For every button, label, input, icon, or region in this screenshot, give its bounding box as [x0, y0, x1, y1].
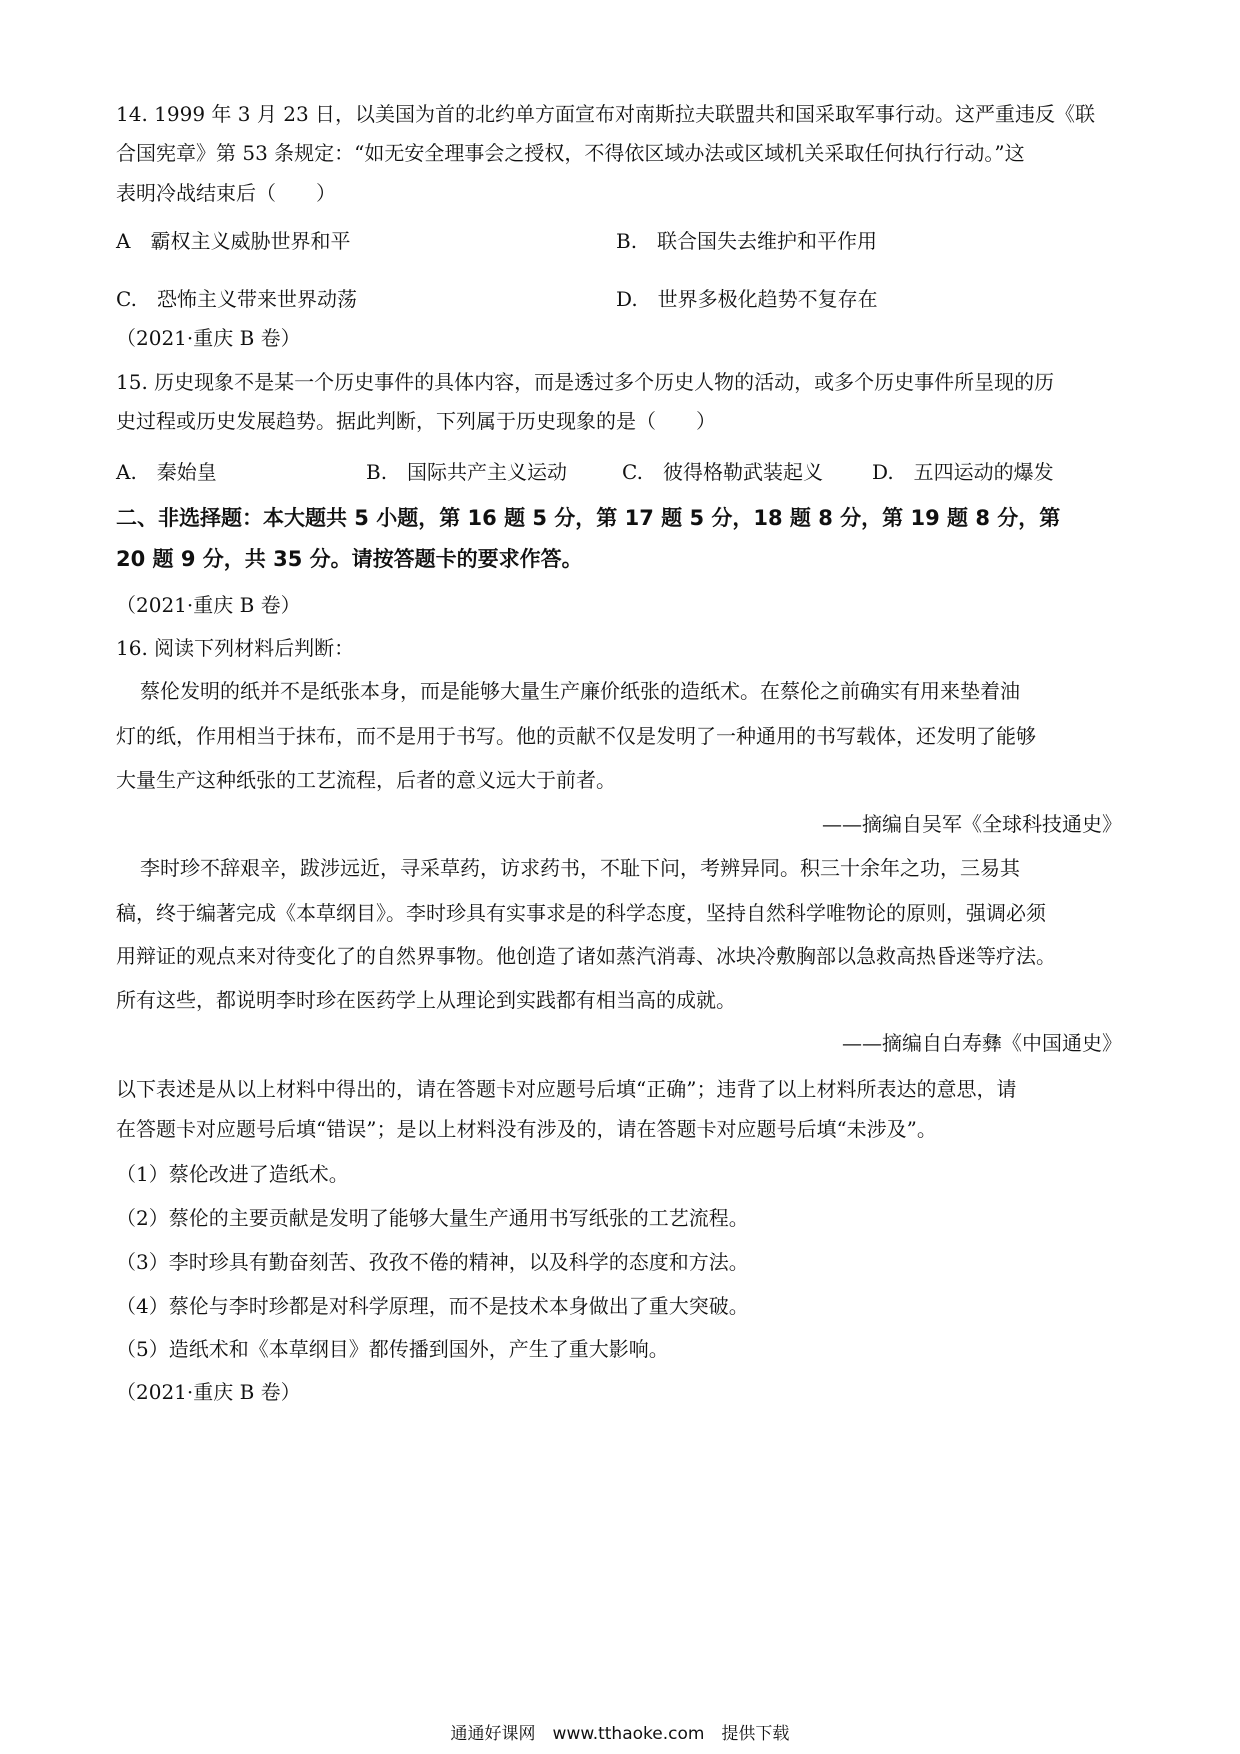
q16-source: （2021·重庆 B 卷） — [116, 593, 301, 617]
material-1-line-1: 蔡伦发明的纸并不是纸张本身，而是能够大量生产廉价纸张的造纸术。在蔡伦之前确实有用来垫着油 — [140, 679, 1020, 703]
q16-intro: 16. 阅读下列材料后判断： — [116, 636, 355, 660]
instruction-line-2: 在答题卡对应题号后填“错误”；是以上材料没有涉及的，请在答题卡对应题号后填“未涉及”。 — [116, 1117, 937, 1141]
q14-stem-line-2: 合国宪章》第 53 条规定：“如无安全理事会之授权，不得依区域办法或区域机关采取任何执行行动。”这 — [116, 141, 1025, 165]
q14-option-a: A 霸权主义威胁世界和平 — [116, 229, 351, 253]
material-2-line-2: 稿，终于编著完成《本草纲目》。李时珍具有实事求是的科学态度，坚持自然科学唯物论的原则，强调必须 — [116, 901, 1046, 925]
material-2-line-3: 用辩证的观点来对待变化了的自然界事物。他创造了诸如蒸汽消毒、冰块冷敷胸部以急救高热昏迷等疗法。 — [116, 944, 1056, 968]
instruction-line-1: 以下表述是从以上材料中得出的，请在答题卡对应题号后填“正确”；违背了以上材料所表达的意思，请 — [116, 1077, 1017, 1101]
q14-stem-line-1: 14. 1999 年 3 月 23 日，以美国为首的北约单方面宣布对南斯拉夫联盟共和国采取军事行动。这严重违反《联 — [116, 102, 1096, 126]
statement-1: （1）蔡伦改进了造纸术。 — [116, 1162, 349, 1186]
section-2-heading-line-1: 二、非选择题：本大题共 5 小题，第 16 题 5 分，第 17 题 5 分，18 题 8 分，第 19 题 8 分，第 — [116, 506, 1061, 530]
section-2-heading-line-2: 20 题 9 分，共 35 分。请按答题卡的要求作答。 — [116, 547, 583, 571]
q14-option-c: C. 恐怖主义带来世界动荡 — [116, 287, 357, 311]
q15-option-a: A. 秦始皇 — [116, 460, 217, 484]
q15-stem-line-1: 15. 历史现象不是某一个历史事件的具体内容，而是透过多个历史人物的活动，或多个历史事件所呈现的历 — [116, 370, 1055, 394]
statement-2: （2）蔡伦的主要贡献是发明了能够大量生产通用书写纸张的工艺流程。 — [116, 1206, 749, 1230]
q14-option-b: B. 联合国失去维护和平作用 — [616, 229, 878, 253]
q15-stem-line-2: 史过程或历史发展趋势。据此判断，下列属于历史现象的是（ ） — [116, 409, 716, 433]
statement-3: （3）李时珍具有勤奋刻苦、孜孜不倦的精神，以及科学的态度和方法。 — [116, 1250, 749, 1274]
q17-source: （2021·重庆 B 卷） — [116, 1380, 301, 1404]
q14-option-d: D. 世界多极化趋势不复存在 — [616, 287, 878, 311]
q15-source: （2021·重庆 B 卷） — [116, 326, 301, 350]
material-1-line-2: 灯的纸，作用相当于抹布，而不是用于书写。他的贡献不仅是发明了一种通用的书写载体，还发明了能够 — [116, 724, 1036, 748]
q15-option-d: D. 五四运动的爆发 — [872, 460, 1054, 484]
material-2-line-1: 李时珍不辞艰辛，跋涉远近，寻采草药，访求药书，不耻下问，考辨异同。积三十余年之功，三易其 — [140, 856, 1020, 880]
q15-option-c: C. 彼得格勒武装起义 — [622, 460, 823, 484]
material-1-citation: ——摘编自吴军《全球科技通史》 — [822, 812, 1122, 836]
statement-4: （4）蔡伦与李时珍都是对科学原理，而不是技术本身做出了重大突破。 — [116, 1294, 749, 1318]
page-footer: 通通好课网 www.tthaoke.com 提供下载 — [450, 1724, 790, 1744]
statement-5: （5）造纸术和《本草纲目》都传播到国外，产生了重大影响。 — [116, 1337, 669, 1361]
material-1-line-3: 大量生产这种纸张的工艺流程，后者的意义远大于前者。 — [116, 768, 616, 792]
material-2-line-4: 所有这些，都说明李时珍在医药学上从理论到实践都有相当高的成就。 — [116, 988, 736, 1012]
material-2-citation: ——摘编自白寿彝《中国通史》 — [842, 1031, 1122, 1055]
q14-stem-line-3: 表明冷战结束后（ ） — [116, 181, 336, 205]
q15-option-b: B. 国际共产主义运动 — [366, 460, 568, 484]
